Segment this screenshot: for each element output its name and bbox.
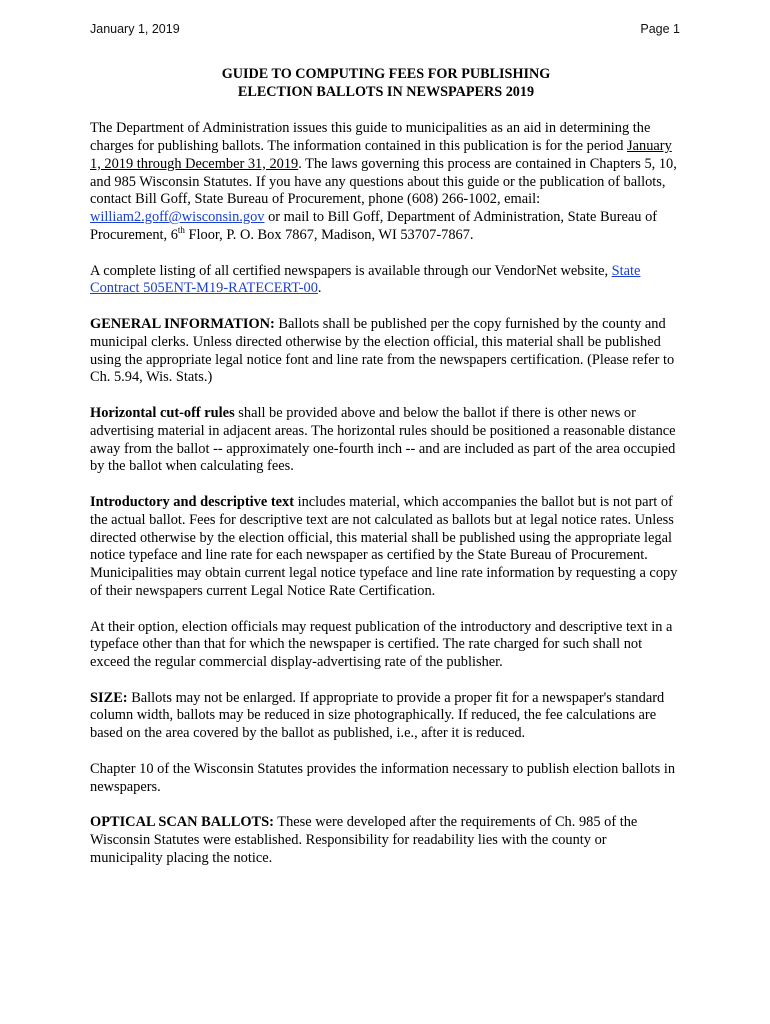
optical-scan-text: These were developed after the requirements of Ch. 985 of the Wisconsin Statutes were established. Responsibility for readability lies with the county or municipality placing the notice. [90,814,638,866]
vendornet-contract-link[interactable]: State Contract 505ENT-M19-RATECERT-00 [90,262,641,297]
intro-text-4: Floor, P. O. Box 7867, Madison, WI 53707-7867. [184,226,474,243]
general-information-heading: GENERAL INFORMATION: [90,315,275,332]
horizontal-rules-heading: Horizontal cut-off rules [90,404,235,421]
size-text: Ballots may not be enlarged. If appropriate to provide a proper fit for a newspaper's standard column width, ballots may be reduced in size photographically. If reduced, the fee calculations are based on the area covered by the ballot as published, i.e., after it is reduced. [90,689,665,742]
intro-period: January 1, 2019 through December 31, 2019 [90,137,672,172]
listing-paragraph [90,263,682,299]
size-paragraph [90,690,682,743]
intro-superscript: th [177,225,185,236]
intro-text-3: or mail to Bill Goff, Department of Administration, State Bureau of Procurement, 6 [90,209,658,243]
introductory-text-heading: Introductory and descriptive text [90,493,294,510]
title-line-1: GUIDE TO COMPUTING FEES FOR PUBLISHING [221,66,551,82]
email-link[interactable]: william2.goff@wisconsin.gov [90,209,265,226]
listing-end: . [317,280,322,297]
header-date: January 1, 2019 [90,22,180,36]
optical-scan-heading: OPTICAL SCAN BALLOTS: [90,814,274,831]
optical-scan-paragraph [90,814,682,867]
general-information-text: Ballots shall be published per the copy furnished by the county and municipal clerks. Unless directed otherwise by the election official, this material shall be published using the appropriate legal notice font and line rate from the newspapers certification. (Please refer to Ch. 5.94, Wis. Stats.) [90,315,675,386]
intro-paragraph [90,120,682,245]
document-title [90,66,682,101]
intro-text-1: The Department of Administration issues this guide to municipalities as an aid in determining the charges for publishing ballots. The information contained in this publication is for the period [90,120,651,154]
document-page [90,66,682,885]
introductory-text-body: includes material, which accompanies the ballot but is not part of the actual ballot. Fees for descriptive text are not calculated as ballots but at legal notice rates. Unless directed otherwise by the election official, this material shall be published using the appropriate legal notice typeface and line rate for each newspaper as certified by the State Bureau of Procurement. Municipalities may obtain current legal notice typeface and line rate information by requesting a copy of their newspapers current Legal Notice Rate Certification. [90,493,678,599]
listing-text: A complete listing of all certified newspapers is available through our VendorNet website, [90,262,612,279]
title-line-2: ELECTION BALLOTS IN NEWSPAPERS 2019 [237,83,535,100]
introductory-text-paragraph [90,494,682,601]
size-heading: SIZE: [90,689,128,706]
option-paragraph: At their option, election officials may request publication of the introductory and descriptive text in a typeface other than that for which the newspaper is certified. The rate charged for such shall not exceed the regular commercial display-advertising rate of the publisher. [90,618,673,671]
general-information-paragraph [90,316,682,387]
header-page-number: Page 1 [640,22,680,36]
horizontal-rules-text: shall be provided above and below the ballot if there is other news or advertising material in adjacent areas. The horizontal rules should be positioned a reasonable distance away from the ballot -- approximately one-fourth inch -- and are included as part of the area occupied by the ballot when calculating fees. [90,404,676,475]
chapter-10-paragraph: Chapter 10 of the Wisconsin Statutes provides the information necessary to publish election ballots in newspapers. [90,760,676,795]
horizontal-rules-paragraph [90,405,682,476]
intro-text-2: . The laws governing this process are contained in Chapters 5, 10, and 985 Wisconsin Statutes. If you have any questions about this guide or the publication of ballots, contact Bill Goff, State Bureau of Procurement, phone (608) 266-1002, email: [90,155,677,208]
